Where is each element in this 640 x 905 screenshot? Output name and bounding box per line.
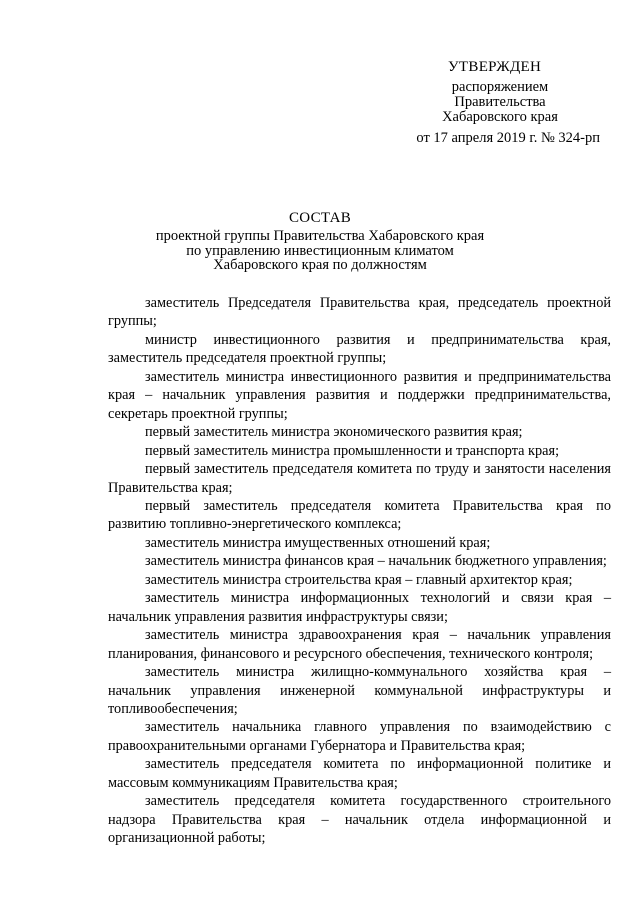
member-item: заместитель министра строительства края – главный архитектор края; (145, 571, 573, 588)
members-list (108, 294, 611, 848)
subtitle-line: Хабаровского края по должностям (213, 257, 427, 273)
member-item: заместитель министра финансов края – начальник бюджетного управления; (145, 553, 607, 570)
member-item: первый заместитель министра экономического развития края; (145, 424, 523, 441)
member-item: заместитель министра инвестиционного развития и предпринимательства края – начальник управления развития и поддержки предпринимательства, секретарь проектной группы; (108, 368, 611, 422)
member-item: первый заместитель министра промышленности и транспорта края; (145, 442, 560, 459)
approval-stamp (400, 58, 600, 147)
approval-date: от 17 апреля 2019 г. № 324-рп (416, 130, 600, 146)
member-item: заместитель министра имущественных отношений края; (145, 534, 491, 551)
document-title: СОСТАВ (288, 210, 352, 226)
member-item: заместитель председателя комитета государственного строительного надзора Правительства края – начальник отдела информационной и организационной работы; (108, 793, 611, 847)
member-item: заместитель Председателя Правительства края, председатель проектной группы; (108, 295, 611, 330)
approval-line-government: Правительства (454, 94, 546, 110)
document-subtitle (0, 229, 640, 273)
member-item: первый заместитель председателя комитета по труду и занятости населения Правительства края; (108, 461, 611, 496)
member-item: заместитель председателя комитета по информационной политике и массовым коммуникациям Правительства края; (108, 756, 611, 791)
member-item: заместитель министра здравоохранения края – начальник управления планирования, финансового и ресурсного обеспечения, технического контроля; (108, 627, 611, 662)
member-item: министр инвестиционного развития и предпринимательства края, заместитель председателя проектной группы; (108, 331, 611, 367)
member-item: заместитель министра информационных технологий и связи края – начальник управления развития инфраструктуры связи; (108, 590, 611, 625)
member-item: заместитель министра жилищно-коммунального хозяйства края – начальник управления инженерной коммунальной инфраструктуры и топливообеспечения; (108, 664, 611, 717)
approval-line-region: Хабаровского края (442, 109, 558, 125)
approval-line-order: распоряжением (451, 79, 549, 95)
subtitle-line: проектной группы Правительства Хабаровского края (155, 228, 485, 244)
member-item: первый заместитель председателя комитета Правительства края по развитию топливно-энергетического комплекса; (108, 497, 611, 533)
member-item: заместитель начальника главного управления по взаимодействию с правоохранительными органами Губернатора и Правительства края; (108, 719, 611, 754)
subtitle-line: по управлению инвестиционным климатом (186, 242, 454, 259)
approval-title: УТВЕРЖДЕН (448, 59, 542, 75)
